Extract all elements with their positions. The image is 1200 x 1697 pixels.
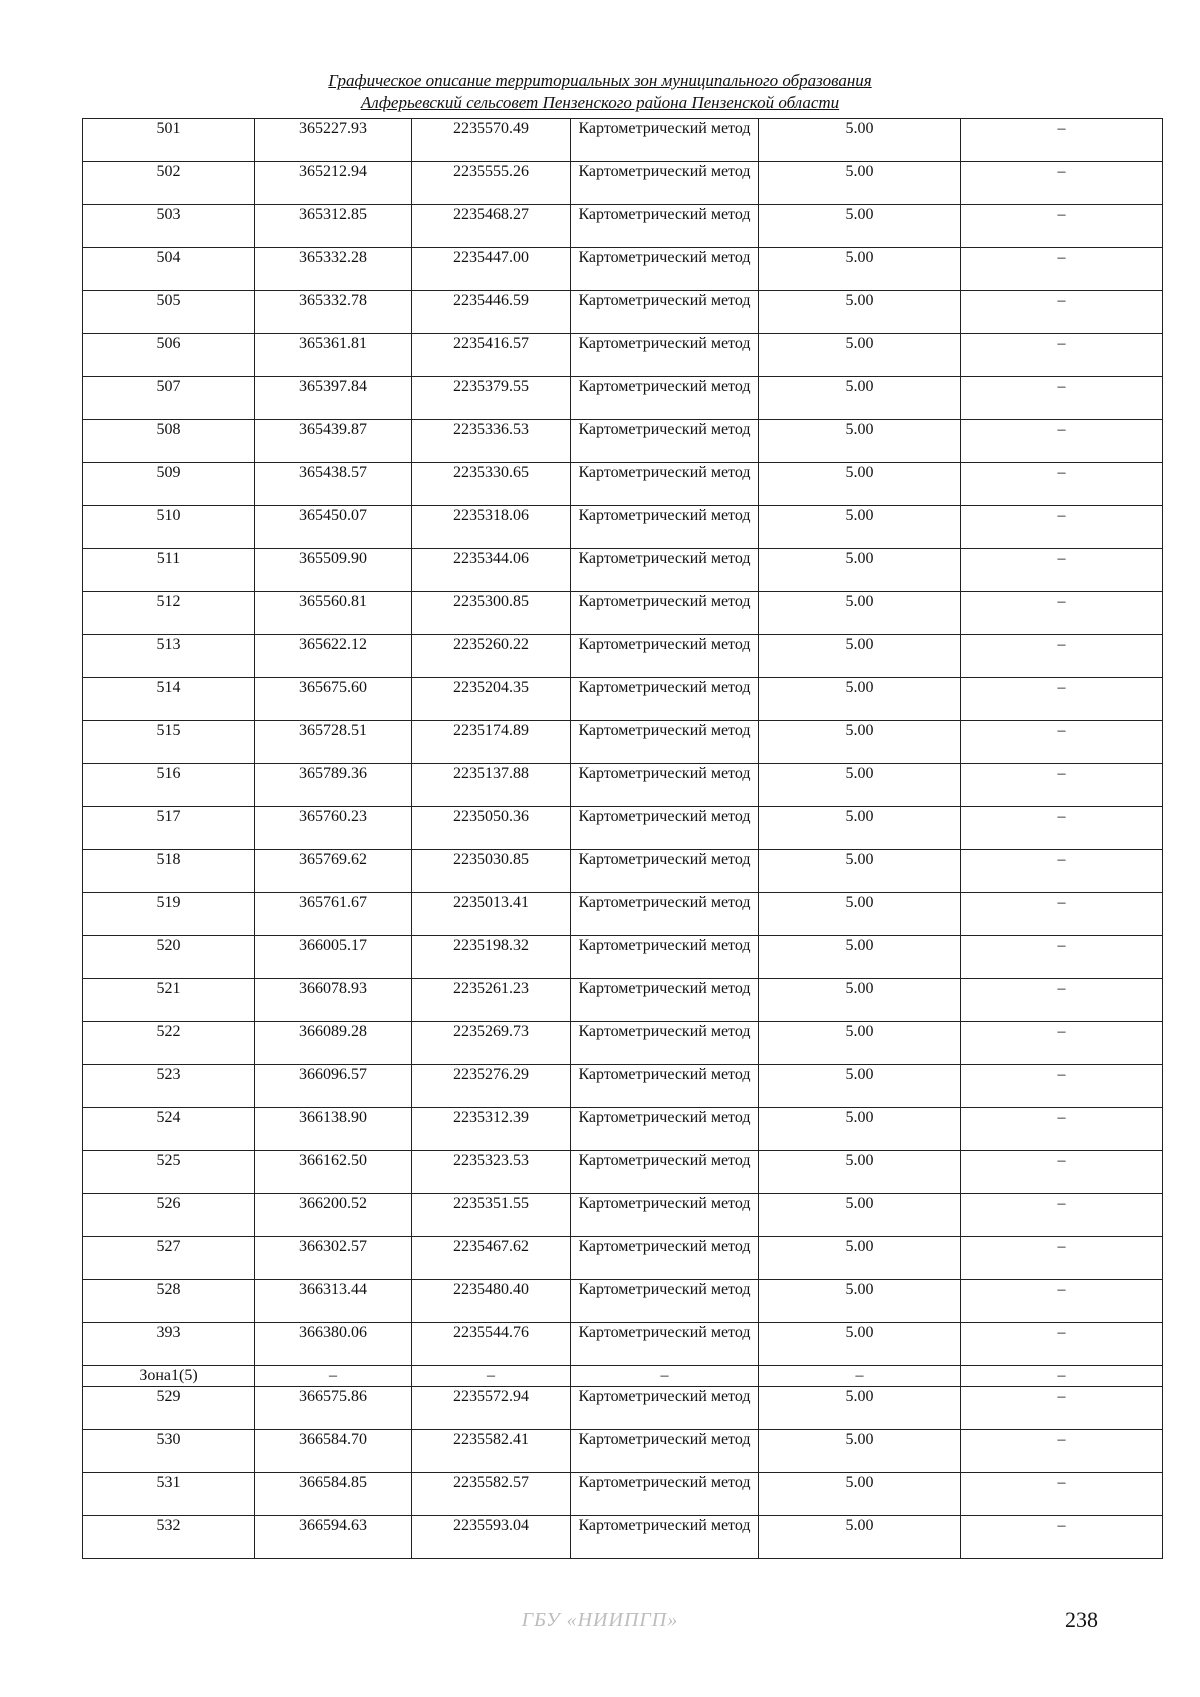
y-coordinate-cell: 2235555.26 xyxy=(412,162,571,205)
method-cell: Картометрический метод xyxy=(571,162,759,205)
point-number-cell: 512 xyxy=(83,592,255,635)
y-coordinate-cell: 2235137.88 xyxy=(412,764,571,807)
coordinates-table xyxy=(82,118,1163,1559)
x-coordinate-cell: 365312.85 xyxy=(255,205,412,248)
table-row xyxy=(83,1516,1163,1559)
y-coordinate-cell: 2235582.41 xyxy=(412,1430,571,1473)
y-coordinate-cell: 2235446.59 xyxy=(412,291,571,334)
accuracy-cell: 5.00 xyxy=(759,592,961,635)
point-number-cell: 515 xyxy=(83,721,255,764)
point-number-cell: 517 xyxy=(83,807,255,850)
x-coordinate-cell: 365728.51 xyxy=(255,721,412,764)
table-row xyxy=(83,1108,1163,1151)
point-number-cell: 505 xyxy=(83,291,255,334)
accuracy-cell: – xyxy=(759,1366,961,1387)
y-coordinate-cell: – xyxy=(412,1366,571,1387)
accuracy-cell: 5.00 xyxy=(759,807,961,850)
method-cell: Картометрический метод xyxy=(571,1065,759,1108)
point-number-cell: 501 xyxy=(83,119,255,162)
table-row xyxy=(83,1065,1163,1108)
point-number-cell: 531 xyxy=(83,1473,255,1516)
accuracy-cell: 5.00 xyxy=(759,205,961,248)
y-coordinate-cell: 2235582.57 xyxy=(412,1473,571,1516)
x-coordinate-cell: 365560.81 xyxy=(255,592,412,635)
description-cell: – xyxy=(961,764,1163,807)
method-cell: Картометрический метод xyxy=(571,1473,759,1516)
description-cell: – xyxy=(961,721,1163,764)
x-coordinate-cell: 365397.84 xyxy=(255,377,412,420)
x-coordinate-cell: 366584.85 xyxy=(255,1473,412,1516)
method-cell: Картометрический метод xyxy=(571,850,759,893)
accuracy-cell: 5.00 xyxy=(759,635,961,678)
description-cell: – xyxy=(961,1430,1163,1473)
method-cell: Картометрический метод xyxy=(571,1280,759,1323)
x-coordinate-cell: 366078.93 xyxy=(255,979,412,1022)
description-cell: – xyxy=(961,1473,1163,1516)
point-number-cell: 518 xyxy=(83,850,255,893)
method-cell: Картометрический метод xyxy=(571,936,759,979)
table-row xyxy=(83,334,1163,377)
x-coordinate-cell: 365761.67 xyxy=(255,893,412,936)
y-coordinate-cell: 2235447.00 xyxy=(412,248,571,291)
x-coordinate-cell: 366380.06 xyxy=(255,1323,412,1366)
accuracy-cell: 5.00 xyxy=(759,1065,961,1108)
y-coordinate-cell: 2235204.35 xyxy=(412,678,571,721)
method-cell: Картометрический метод xyxy=(571,1430,759,1473)
accuracy-cell: 5.00 xyxy=(759,893,961,936)
method-cell: Картометрический метод xyxy=(571,334,759,377)
x-coordinate-cell: 365509.90 xyxy=(255,549,412,592)
table-row xyxy=(83,1473,1163,1516)
accuracy-cell: 5.00 xyxy=(759,936,961,979)
x-coordinate-cell: 366089.28 xyxy=(255,1022,412,1065)
accuracy-cell: 5.00 xyxy=(759,506,961,549)
y-coordinate-cell: 2235323.53 xyxy=(412,1151,571,1194)
method-cell: Картометрический метод xyxy=(571,1237,759,1280)
table-row xyxy=(83,1194,1163,1237)
table-row xyxy=(83,291,1163,334)
accuracy-cell: 5.00 xyxy=(759,1237,961,1280)
description-cell: – xyxy=(961,420,1163,463)
method-cell: Картометрический метод xyxy=(571,1516,759,1559)
method-cell: – xyxy=(571,1366,759,1387)
page-number: 238 xyxy=(1065,1607,1098,1632)
x-coordinate-cell: 365769.62 xyxy=(255,850,412,893)
y-coordinate-cell: 2235379.55 xyxy=(412,377,571,420)
accuracy-cell: 5.00 xyxy=(759,420,961,463)
method-cell: Картометрический метод xyxy=(571,979,759,1022)
y-coordinate-cell: 2235572.94 xyxy=(412,1387,571,1430)
x-coordinate-cell: 366200.52 xyxy=(255,1194,412,1237)
description-cell: – xyxy=(961,1065,1163,1108)
x-coordinate-cell: 365789.36 xyxy=(255,764,412,807)
accuracy-cell: 5.00 xyxy=(759,1280,961,1323)
point-number-cell: 522 xyxy=(83,1022,255,1065)
y-coordinate-cell: 2235050.36 xyxy=(412,807,571,850)
y-coordinate-cell: 2235480.40 xyxy=(412,1280,571,1323)
description-cell: – xyxy=(961,1387,1163,1430)
method-cell: Картометрический метод xyxy=(571,205,759,248)
method-cell: Картометрический метод xyxy=(571,1323,759,1366)
description-cell: – xyxy=(961,1280,1163,1323)
method-cell: Картометрический метод xyxy=(571,1387,759,1430)
accuracy-cell: 5.00 xyxy=(759,1151,961,1194)
accuracy-cell: 5.00 xyxy=(759,1323,961,1366)
y-coordinate-cell: 2235276.29 xyxy=(412,1065,571,1108)
table-row xyxy=(83,592,1163,635)
point-number-cell: 511 xyxy=(83,549,255,592)
y-coordinate-cell: 2235318.06 xyxy=(412,506,571,549)
table-row xyxy=(83,678,1163,721)
x-coordinate-cell: 365450.07 xyxy=(255,506,412,549)
y-coordinate-cell: 2235336.53 xyxy=(412,420,571,463)
method-cell: Картометрический метод xyxy=(571,1108,759,1151)
table-row xyxy=(83,377,1163,420)
y-coordinate-cell: 2235344.06 xyxy=(412,549,571,592)
description-cell: – xyxy=(961,162,1163,205)
description-cell: – xyxy=(961,1366,1163,1387)
y-coordinate-cell: 2235330.65 xyxy=(412,463,571,506)
header-title-line2: Алферьевский сельсовет Пензенского района Пензенской области xyxy=(360,93,840,112)
table-row xyxy=(83,764,1163,807)
x-coordinate-cell: 365675.60 xyxy=(255,678,412,721)
method-cell: Картометрический метод xyxy=(571,549,759,592)
point-number-cell: 514 xyxy=(83,678,255,721)
x-coordinate-cell: 366584.70 xyxy=(255,1430,412,1473)
accuracy-cell: 5.00 xyxy=(759,549,961,592)
header-title-line1: Графическое описание территориальных зон муниципального образования xyxy=(328,71,872,90)
x-coordinate-cell: 365361.81 xyxy=(255,334,412,377)
method-cell: Картометрический метод xyxy=(571,1151,759,1194)
point-number-cell: 506 xyxy=(83,334,255,377)
x-coordinate-cell: 365227.93 xyxy=(255,119,412,162)
table-row xyxy=(83,1323,1163,1366)
point-number-cell: 509 xyxy=(83,463,255,506)
table-row xyxy=(83,248,1163,291)
y-coordinate-cell: 2235013.41 xyxy=(412,893,571,936)
point-number-cell: 516 xyxy=(83,764,255,807)
point-number-cell: 524 xyxy=(83,1108,255,1151)
x-coordinate-cell: 366096.57 xyxy=(255,1065,412,1108)
method-cell: Картометрический метод xyxy=(571,764,759,807)
accuracy-cell: 5.00 xyxy=(759,1516,961,1559)
method-cell: Картометрический метод xyxy=(571,807,759,850)
x-coordinate-cell: 366594.63 xyxy=(255,1516,412,1559)
y-coordinate-cell: 2235593.04 xyxy=(412,1516,571,1559)
point-number-cell: 520 xyxy=(83,936,255,979)
table-row xyxy=(83,1280,1163,1323)
y-coordinate-cell: 2235198.32 xyxy=(412,936,571,979)
accuracy-cell: 5.00 xyxy=(759,377,961,420)
x-coordinate-cell: 365439.87 xyxy=(255,420,412,463)
description-cell: – xyxy=(961,248,1163,291)
accuracy-cell: 5.00 xyxy=(759,1108,961,1151)
table-row xyxy=(83,1237,1163,1280)
description-cell: – xyxy=(961,850,1163,893)
x-coordinate-cell: 365438.57 xyxy=(255,463,412,506)
accuracy-cell: 5.00 xyxy=(759,764,961,807)
y-coordinate-cell: 2235416.57 xyxy=(412,334,571,377)
description-cell: – xyxy=(961,893,1163,936)
x-coordinate-cell: 366302.57 xyxy=(255,1237,412,1280)
accuracy-cell: 5.00 xyxy=(759,678,961,721)
point-number-cell: 523 xyxy=(83,1065,255,1108)
description-cell: – xyxy=(961,635,1163,678)
description-cell: – xyxy=(961,592,1163,635)
description-cell: – xyxy=(961,678,1163,721)
accuracy-cell: 5.00 xyxy=(759,1430,961,1473)
table-row xyxy=(83,936,1163,979)
zone-separator-row xyxy=(83,1366,1163,1387)
description-cell: – xyxy=(961,1022,1163,1065)
description-cell: – xyxy=(961,119,1163,162)
method-cell: Картометрический метод xyxy=(571,291,759,334)
point-number-cell: 527 xyxy=(83,1237,255,1280)
description-cell: – xyxy=(961,463,1163,506)
y-coordinate-cell: 2235030.85 xyxy=(412,850,571,893)
document-header xyxy=(0,70,1200,114)
point-number-cell: 504 xyxy=(83,248,255,291)
coordinates-table-body xyxy=(83,119,1163,1559)
point-number-cell: 525 xyxy=(83,1151,255,1194)
method-cell: Картометрический метод xyxy=(571,721,759,764)
description-cell: – xyxy=(961,1194,1163,1237)
method-cell: Картометрический метод xyxy=(571,119,759,162)
accuracy-cell: 5.00 xyxy=(759,850,961,893)
table-row xyxy=(83,463,1163,506)
description-cell: – xyxy=(961,1108,1163,1151)
accuracy-cell: 5.00 xyxy=(759,248,961,291)
x-coordinate-cell: 365622.12 xyxy=(255,635,412,678)
accuracy-cell: 5.00 xyxy=(759,334,961,377)
point-number-cell: 503 xyxy=(83,205,255,248)
table-row xyxy=(83,1430,1163,1473)
point-number-cell: 507 xyxy=(83,377,255,420)
table-row xyxy=(83,1387,1163,1430)
method-cell: Картометрический метод xyxy=(571,506,759,549)
method-cell: Картометрический метод xyxy=(571,1194,759,1237)
x-coordinate-cell: 366162.50 xyxy=(255,1151,412,1194)
table-row xyxy=(83,1022,1163,1065)
method-cell: Картометрический метод xyxy=(571,248,759,291)
table-row xyxy=(83,721,1163,764)
table-row xyxy=(83,420,1163,463)
description-cell: – xyxy=(961,1323,1163,1366)
table-row xyxy=(83,205,1163,248)
description-cell: – xyxy=(961,334,1163,377)
method-cell: Картометрический метод xyxy=(571,592,759,635)
x-coordinate-cell: 366575.86 xyxy=(255,1387,412,1430)
accuracy-cell: 5.00 xyxy=(759,463,961,506)
y-coordinate-cell: 2235544.76 xyxy=(412,1323,571,1366)
point-number-cell: 532 xyxy=(83,1516,255,1559)
x-coordinate-cell: 365332.28 xyxy=(255,248,412,291)
description-cell: – xyxy=(961,205,1163,248)
accuracy-cell: 5.00 xyxy=(759,291,961,334)
y-coordinate-cell: 2235174.89 xyxy=(412,721,571,764)
description-cell: – xyxy=(961,936,1163,979)
accuracy-cell: 5.00 xyxy=(759,1194,961,1237)
point-number-cell: 508 xyxy=(83,420,255,463)
accuracy-cell: 5.00 xyxy=(759,1473,961,1516)
description-cell: – xyxy=(961,807,1163,850)
accuracy-cell: 5.00 xyxy=(759,119,961,162)
method-cell: Картометрический метод xyxy=(571,377,759,420)
table-row xyxy=(83,119,1163,162)
y-coordinate-cell: 2235351.55 xyxy=(412,1194,571,1237)
y-coordinate-cell: 2235468.27 xyxy=(412,205,571,248)
y-coordinate-cell: 2235261.23 xyxy=(412,979,571,1022)
method-cell: Картометрический метод xyxy=(571,420,759,463)
description-cell: – xyxy=(961,1237,1163,1280)
y-coordinate-cell: 2235269.73 xyxy=(412,1022,571,1065)
accuracy-cell: 5.00 xyxy=(759,721,961,764)
y-coordinate-cell: 2235467.62 xyxy=(412,1237,571,1280)
point-number-cell: 521 xyxy=(83,979,255,1022)
accuracy-cell: 5.00 xyxy=(759,162,961,205)
method-cell: Картометрический метод xyxy=(571,1022,759,1065)
point-number-cell: 530 xyxy=(83,1430,255,1473)
point-number-cell: 510 xyxy=(83,506,255,549)
point-number-cell: 513 xyxy=(83,635,255,678)
method-cell: Картометрический метод xyxy=(571,893,759,936)
table-row xyxy=(83,850,1163,893)
method-cell: Картометрический метод xyxy=(571,463,759,506)
description-cell: – xyxy=(961,549,1163,592)
table-row xyxy=(83,1151,1163,1194)
point-number-cell: 528 xyxy=(83,1280,255,1323)
method-cell: Картометрический метод xyxy=(571,635,759,678)
x-coordinate-cell: 365212.94 xyxy=(255,162,412,205)
y-coordinate-cell: 2235312.39 xyxy=(412,1108,571,1151)
x-coordinate-cell: 366138.90 xyxy=(255,1108,412,1151)
table-row xyxy=(83,162,1163,205)
y-coordinate-cell: 2235570.49 xyxy=(412,119,571,162)
x-coordinate-cell: 366313.44 xyxy=(255,1280,412,1323)
x-coordinate-cell: 365760.23 xyxy=(255,807,412,850)
accuracy-cell: 5.00 xyxy=(759,1022,961,1065)
point-number-cell: 529 xyxy=(83,1387,255,1430)
description-cell: – xyxy=(961,506,1163,549)
table-row xyxy=(83,893,1163,936)
description-cell: – xyxy=(961,291,1163,334)
point-number-cell: 502 xyxy=(83,162,255,205)
x-coordinate-cell: 365332.78 xyxy=(255,291,412,334)
x-coordinate-cell: 366005.17 xyxy=(255,936,412,979)
table-row xyxy=(83,549,1163,592)
point-number-cell: Зона1(5) xyxy=(83,1366,255,1387)
table-row xyxy=(83,807,1163,850)
description-cell: – xyxy=(961,979,1163,1022)
y-coordinate-cell: 2235260.22 xyxy=(412,635,571,678)
table-row xyxy=(83,635,1163,678)
point-number-cell: 526 xyxy=(83,1194,255,1237)
point-number-cell: 519 xyxy=(83,893,255,936)
accuracy-cell: 5.00 xyxy=(759,979,961,1022)
y-coordinate-cell: 2235300.85 xyxy=(412,592,571,635)
description-cell: – xyxy=(961,377,1163,420)
point-number-cell: 393 xyxy=(83,1323,255,1366)
accuracy-cell: 5.00 xyxy=(759,1387,961,1430)
footer-organization: ГБУ «НИИПГП» xyxy=(521,1609,679,1631)
x-coordinate-cell: – xyxy=(255,1366,412,1387)
table-row xyxy=(83,979,1163,1022)
description-cell: – xyxy=(961,1151,1163,1194)
method-cell: Картометрический метод xyxy=(571,678,759,721)
table-row xyxy=(83,506,1163,549)
description-cell: – xyxy=(961,1516,1163,1559)
